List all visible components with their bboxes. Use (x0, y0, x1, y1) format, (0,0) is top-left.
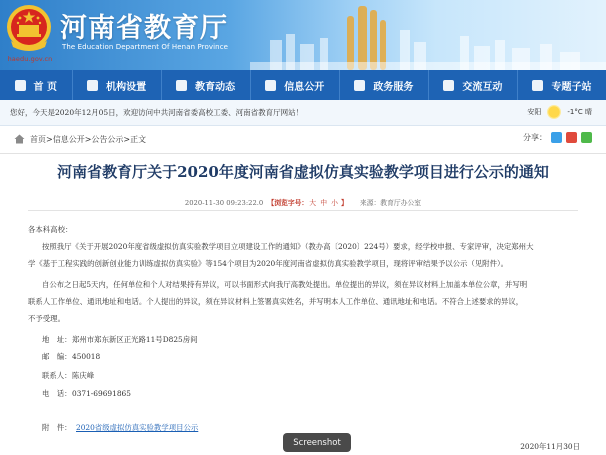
weather-widget (527, 105, 592, 119)
info-icon (265, 80, 276, 91)
share-label: 分享： (523, 133, 547, 142)
nav-label: 交流互动 (462, 81, 503, 93)
contact-label: 电 话： (42, 389, 72, 398)
breadcrumb-info[interactable]: 信息公开 (52, 135, 85, 144)
font-size-small[interactable]: 小 (331, 199, 338, 207)
nav-item-news[interactable] (162, 70, 251, 100)
breadcrumb-current: 正文 (130, 135, 147, 144)
site-url: haedu.gov.cn (7, 55, 53, 63)
site-title[interactable]: 河南省教育厅 (60, 13, 228, 44)
org-icon (87, 80, 98, 91)
attachment-label: 附 件： (42, 423, 72, 432)
contact-phone: 0371-69691865 (72, 389, 131, 398)
paragraph-line: 不予受理。 (28, 314, 65, 323)
breadcrumb-separator: > (46, 135, 53, 144)
contact-label: 邮 编： (42, 352, 72, 361)
nav-item-service[interactable] (340, 70, 429, 100)
font-size-medium[interactable]: 中 (320, 199, 327, 207)
breadcrumb-separator: > (123, 135, 131, 144)
article-title: 河南省教育厅关于2020年度河南省虚拟仿真实验教学项目进行公示的通知 (57, 163, 549, 181)
city-skyline-image (250, 0, 606, 70)
article-date: 2020年11月30日 (520, 442, 580, 451)
article-source: 来源：教育厅办公室 (359, 199, 422, 207)
site-banner (0, 0, 606, 70)
contact-address: 郑州市郑东新区正光路11号D825房间 (72, 335, 198, 344)
contact-label: 地 址： (42, 335, 72, 344)
breadcrumb-notice[interactable]: 公告公示 (91, 135, 124, 144)
nav-label: 信息公开 (284, 81, 325, 93)
main-nav (0, 70, 606, 100)
contact-person: 陈庆峰 (72, 371, 95, 380)
contact-label: 联系人： (42, 371, 72, 380)
nav-item-info[interactable] (251, 70, 340, 100)
paragraph-line: 学《基于工程实践的创新创业能力训练虚拟仿真实验》等154个项目为2020年度河南省虚拟仿真实验教学项目，现将评审结果予以公示（见附件）。 (28, 259, 509, 268)
weather-city: 安阳 (527, 108, 542, 116)
nav-item-home[interactable] (0, 70, 73, 100)
nav-label: 教育动态 (195, 81, 236, 93)
nav-item-subsite[interactable] (518, 70, 606, 100)
paragraph-line: 自公布之日起5天内，任何单位和个人对结果持有异议，可以书面形式向我厅高教处提出。单位提出的异议，须在异议材料上加盖本单位公章，并写明 (42, 280, 528, 289)
divider (28, 210, 578, 211)
breadcrumb-separator: > (84, 135, 92, 144)
qzone-share-icon[interactable] (551, 132, 562, 143)
font-size-large[interactable]: 大 (309, 199, 317, 207)
home-icon (14, 134, 25, 144)
wechat-share-icon[interactable] (581, 132, 592, 143)
greeting: 各本科高校： (28, 225, 73, 234)
nav-label: 机构设置 (106, 81, 147, 93)
weibo-share-icon[interactable] (566, 132, 577, 143)
nav-item-chat[interactable] (429, 70, 518, 100)
breadcrumb-bar (0, 126, 606, 154)
attachment-link[interactable]: 2020省级虚拟仿真实验教学项目公示 (76, 423, 199, 432)
paragraph-line: 按照我厅《关于开展2020年度省级虚拟仿真实验教学项目立项建设工作的通知》（教办高〔2020〕224号）要求，经学校申报、专家评审，决定郑州大 (42, 242, 534, 251)
chat-icon (443, 80, 454, 91)
welcome-bar (0, 100, 606, 126)
nav-label: 政务服务 (373, 81, 414, 93)
subsite-icon (532, 80, 543, 91)
article-datetime: 2020-11-30 09:23:22.0 (184, 199, 264, 207)
welcome-text: 您好，今天是2020年12月05日，欢迎访问中共河南省委高校工委、河南省教育厅网站！ (10, 108, 304, 117)
font-size-close: 】 (340, 199, 348, 207)
contact-postcode: 450018 (72, 352, 101, 361)
nav-label: 专题子站 (551, 81, 592, 93)
service-icon (354, 80, 365, 91)
screenshot-tooltip: Screenshot (283, 433, 351, 452)
news-icon (176, 80, 187, 91)
national-emblem-icon (5, 3, 53, 55)
share-bar (523, 132, 592, 143)
breadcrumb-home[interactable]: 首页 (30, 135, 46, 144)
home-icon (15, 80, 26, 91)
nav-item-org[interactable] (73, 70, 162, 100)
weather-temp: -1°C 晴 (567, 108, 592, 116)
site-subtitle: The Education Department Of Henan Province (62, 43, 229, 51)
nav-label: 首 页 (33, 81, 58, 93)
paragraph-line: 联系人工作单位、通讯地址和电话。个人提出的异议，须在异议材料上签署真实姓名，并写明本人工作单位、通讯地址和电话。不符合上述要求的异议， (28, 297, 524, 306)
font-size-label: 【浏览字号： (267, 199, 309, 207)
article-meta (0, 197, 606, 207)
breadcrumb (30, 134, 146, 145)
sun-icon (547, 105, 561, 119)
